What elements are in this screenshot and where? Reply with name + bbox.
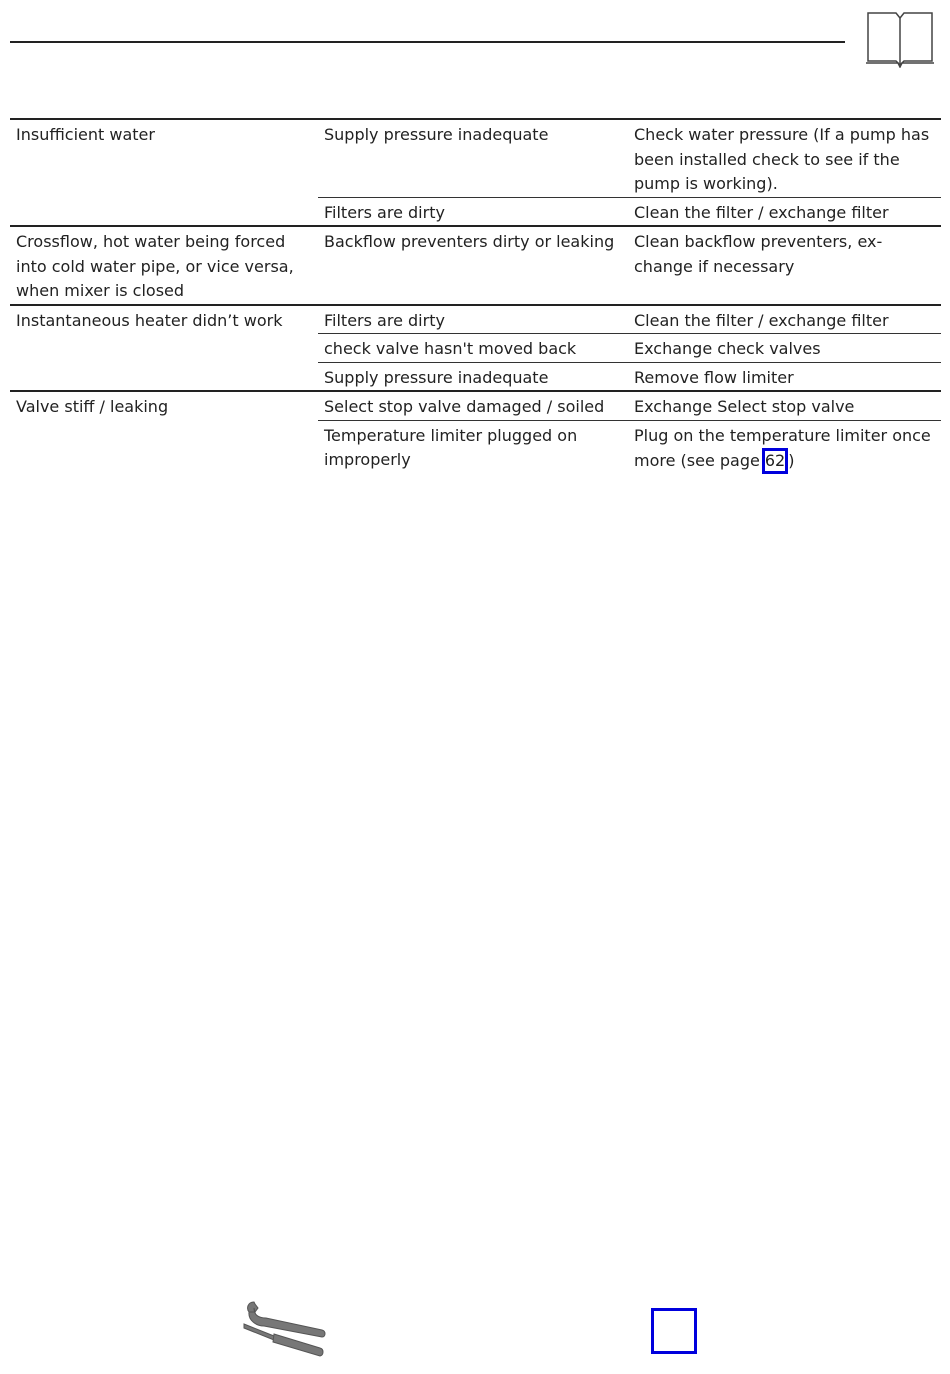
remedy-cell: Remove flow limiter (628, 362, 941, 391)
problem-cell: Instantaneous heater didn’t work (10, 305, 318, 392)
remedy-cell: Clean the filter / exchange filter (628, 197, 941, 226)
page-number-box (651, 1308, 697, 1354)
problem-cell: Insufficient water (10, 119, 318, 226)
remedy-cell: Check water pressure (If a pump has been installed check to see if the pump is working). (628, 119, 941, 197)
remedy-text: Plug on the temperature limiter once more (see page (634, 425, 931, 470)
page-reference-link[interactable]: 62 (762, 448, 788, 474)
cause-cell: Supply pressure inadequate (318, 362, 628, 391)
remedy-cell: Clean backflow preventers, ex-change if necessary (628, 226, 941, 305)
table-row (10, 391, 941, 420)
cause-cell: check valve hasn't moved back (318, 334, 628, 363)
cause-cell: Filters are dirty (318, 197, 628, 226)
header-rule (10, 41, 845, 43)
table-row (10, 305, 941, 334)
table-row (10, 119, 941, 197)
cause-cell: Backflow preventers dirty or leaking (318, 226, 628, 305)
remedy-cell: Exchange check valves (628, 334, 941, 363)
cause-cell: Select stop valve damaged / soiled (318, 391, 628, 420)
open-book-icon (865, 10, 935, 68)
remedy-text-end: ) (788, 451, 795, 470)
remedy-cell: Clean the filter / exchange filter (628, 305, 941, 334)
troubleshooting-table (10, 118, 941, 474)
table-row (10, 226, 941, 305)
remedy-cell: Exchange Select stop valve (628, 391, 941, 420)
cause-cell: Filters are dirty (318, 305, 628, 334)
wrench-screwdriver-icon (240, 1298, 330, 1360)
remedy-cell (628, 420, 941, 474)
problem-cell: Valve stiff / leaking (10, 391, 318, 474)
problem-cell: Crossflow, hot water being forced into cold water pipe, or vice versa, when mixer is closed (10, 226, 318, 305)
cause-cell: Temperature limiter plugged on improperly (324, 425, 578, 469)
cause-cell: Supply pressure inadequate (318, 119, 628, 197)
